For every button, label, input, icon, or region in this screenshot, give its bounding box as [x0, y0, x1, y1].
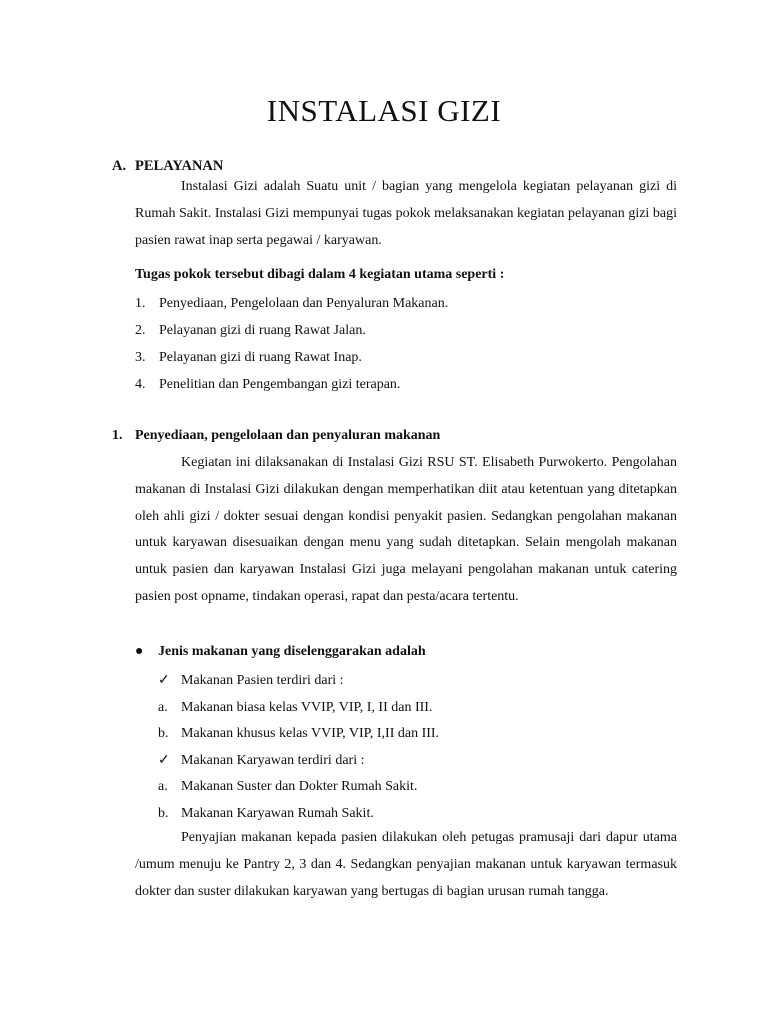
list-letter: b. — [158, 726, 169, 742]
section-a-intro: Instalasi Gizi adalah Suatu unit / bagian yang mengelola kegiatan pelayanan gizi di Rumah Sakit. Instalasi Gizi mempunyai tugas pokok melaksanakan kegiatan pelayanan gizi bagi pasien rawat inap serta pegawai / karyawan. — [135, 179, 677, 248]
list-letter: a. — [158, 779, 168, 795]
section-1-number: 1. — [112, 428, 123, 443]
section-1-heading — [112, 428, 440, 444]
section-a-heading — [112, 158, 223, 175]
section-1-title: Penyediaan, pengelolaan dan penyaluran makanan — [135, 428, 441, 443]
list-text: Makanan khusus kelas VVIP, VIP, I,II dan III. — [181, 726, 440, 742]
checkmark-icon: ✓ — [158, 673, 170, 688]
section-1-paragraph: Kegiatan ini dilaksanakan di Instalasi Gizi RSU ST. Elisabeth Purwokerto. Pengolahan makanan di Instalasi Gizi dilakukan dengan memperhatikan diit atau ketentuan yang ditetapkan oleh ahli gizi / dokter sesuai dengan kondisi penyakit pasien. Sedangkan pengolahan makanan untuk karyawan disesuaikan dengan menu yang sudah ditetapkan. Selain mengolah makanan untuk pasien dan karyawan Instalasi Gizi juga melayani pengolahan makanan untuk catering pasien post opname, tindakan operasi, rapat dan pesta/acara tertentu. — [135, 455, 677, 604]
list-text: Pelayanan gizi di ruang Rawat Jalan. — [159, 323, 366, 338]
list-item — [158, 777, 439, 804]
list-item — [158, 724, 439, 751]
list-number: 4. — [135, 377, 146, 392]
list-text: Makanan biasa kelas VVIP, VIP, I, II dan III. — [181, 699, 433, 715]
list-letter: b. — [158, 805, 169, 821]
tasks-heading: Tugas pokok tersebut dibagi dalam 4 kegiatan utama seperti : — [135, 267, 505, 282]
closing-paragraph: Penyajian makanan kepada pasien dilakukan oleh petugas pramusaji dari dapur utama /umum menuju ke Pantry 2, 3 dan 4. Sedangkan penyajian makanan untuk karyawan termasuk dokter dan suster dilakukan karyawan yang bertugas di bagian urusan rumah tangga. — [135, 830, 677, 899]
list-letter: a. — [158, 699, 168, 715]
bullet-icon: ● — [135, 644, 144, 659]
page-title: INSTALASI GIZI — [266, 93, 502, 128]
bullet-heading — [135, 644, 426, 660]
list-item — [135, 375, 448, 402]
list-number: 3. — [135, 350, 146, 365]
list-item — [158, 671, 439, 698]
list-text: Penyediaan, Pengelolaan dan Penyaluran Makanan. — [159, 296, 449, 311]
list-text: Penelitian dan Pengembangan gizi terapan. — [159, 377, 401, 392]
checkmark-icon: ✓ — [158, 752, 170, 768]
list-text: Makanan Pasien terdiri dari : — [181, 673, 344, 688]
food-types-list — [158, 671, 439, 831]
list-text: Pelayanan gizi di ruang Rawat Inap. — [159, 350, 362, 365]
list-item — [158, 751, 439, 778]
list-text: Makanan Karyawan Rumah Sakit. — [181, 805, 374, 821]
list-item — [135, 294, 448, 321]
list-item — [135, 348, 448, 375]
tasks-list — [135, 294, 448, 402]
bullet-heading-text: Jenis makanan yang diselenggarakan adalah — [158, 644, 426, 659]
section-a-letter: A. — [112, 158, 127, 174]
list-text: Makanan Suster dan Dokter Rumah Sakit. — [181, 779, 418, 795]
list-item — [158, 698, 439, 725]
list-number: 1. — [135, 296, 146, 311]
list-text: Makanan Karyawan terdiri dari : — [181, 752, 365, 768]
section-a-title: PELAYANAN — [135, 158, 224, 174]
list-item — [135, 321, 448, 348]
list-number: 2. — [135, 323, 146, 338]
